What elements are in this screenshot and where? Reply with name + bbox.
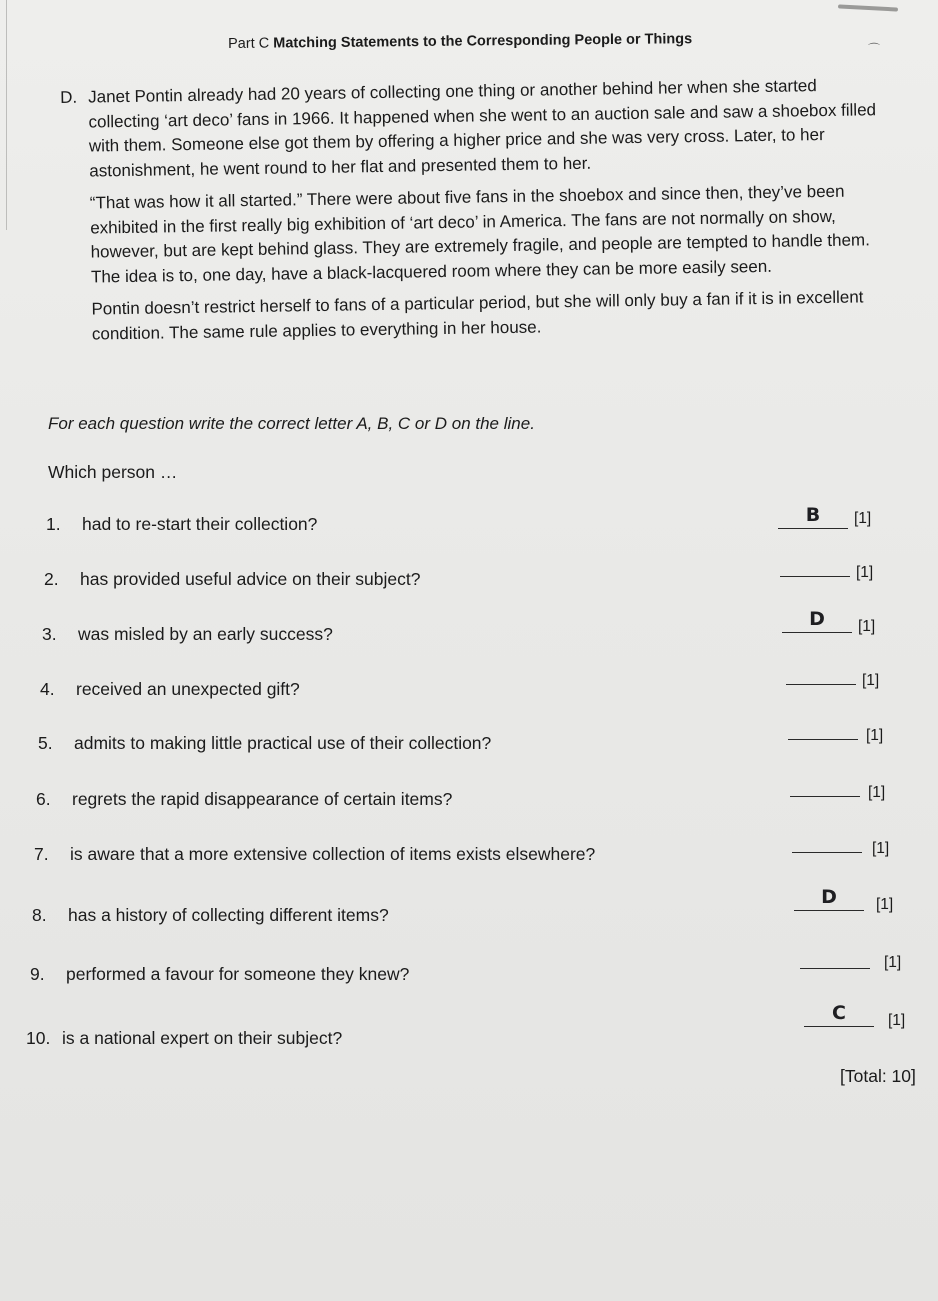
section-heading bbox=[228, 31, 692, 52]
pen-mark: ⌒ bbox=[868, 42, 881, 56]
question-number: 2. bbox=[44, 569, 59, 589]
question-number: 8. bbox=[32, 905, 47, 925]
mark-8: [1] bbox=[876, 896, 894, 913]
question-text: has a history of collecting different items? bbox=[68, 905, 389, 925]
question-prompt: Which person … bbox=[48, 462, 178, 482]
question-text: admits to making little practical use of their collection? bbox=[74, 733, 492, 753]
answer-line-1[interactable] bbox=[778, 504, 848, 529]
answer-value: B bbox=[805, 504, 821, 526]
question-number: 9. bbox=[30, 964, 45, 984]
question-number: 5. bbox=[38, 733, 53, 753]
passage-paragraph: Pontin doesn’t restrict herself to fans of a particular period, but she will only buy a fan if it is in excellent condition. The same rule applies to everything in her house. bbox=[91, 287, 864, 344]
answer-value: C bbox=[832, 1002, 846, 1024]
answer-line-2[interactable] bbox=[780, 552, 850, 577]
mark-2: [1] bbox=[856, 564, 874, 581]
mark-10: [1] bbox=[888, 1012, 906, 1029]
passage-d bbox=[60, 73, 884, 355]
question-text: has provided useful advice on their subject? bbox=[80, 569, 421, 589]
mark-3: [1] bbox=[858, 618, 876, 635]
mark-1: [1] bbox=[854, 510, 872, 527]
passage-paragraph: “That was how it all started.” There were about five fans in the shoebox and since then, they’ve been exhibited in the first really big exhibition of ‘art deco’ in America. The fans are not normally on show, however, but are kept behind glass. They are extremely fragile, and people are tempted to handle them. The idea is to, one day, have a black-lacquered room where they can be more easily seen. bbox=[89, 181, 870, 287]
question-text: performed a favour for someone they knew? bbox=[66, 964, 410, 984]
total-marks: [Total: 10] bbox=[840, 1066, 916, 1086]
answer-value: D bbox=[821, 886, 837, 908]
mark-4: [1] bbox=[862, 672, 880, 689]
question-text: regrets the rapid disappearance of certain items? bbox=[72, 789, 453, 809]
passage-label: D. bbox=[60, 87, 78, 107]
question-text: was misled by an early success? bbox=[78, 624, 333, 644]
question-number: 6. bbox=[36, 789, 51, 809]
section-title: Matching Statements to the Corresponding People or Things bbox=[273, 31, 693, 52]
question-number: 1. bbox=[46, 514, 61, 534]
question-1 bbox=[46, 514, 317, 535]
answer-value: D bbox=[809, 608, 825, 630]
page-edge-line bbox=[6, 0, 7, 230]
question-2 bbox=[44, 569, 421, 590]
answer-line-5[interactable] bbox=[788, 715, 858, 740]
question-9 bbox=[30, 964, 409, 985]
passage-paragraph: Janet Pontin already had 20 years of collecting one thing or another behind her when she started collecting ‘art deco’ fans in 1966. It happened when she went to an auction sale and saw a shoebox filled with them. Someone else got them by offering a higher price and she was very cross. Later, to her astonishment, he went round to her flat and presented them to her. bbox=[88, 76, 877, 181]
instruction: For each question write the correct letter A, B, C or D on the line. bbox=[48, 414, 535, 433]
question-text: is aware that a more extensive collection of items exists elsewhere? bbox=[70, 844, 596, 864]
question-4 bbox=[40, 679, 300, 700]
question-5 bbox=[38, 733, 491, 754]
answer-line-8[interactable] bbox=[794, 886, 864, 911]
question-text: had to re-start their collection? bbox=[82, 514, 318, 534]
question-8 bbox=[32, 905, 389, 926]
mark-7: [1] bbox=[872, 840, 890, 857]
answer-line-4[interactable] bbox=[786, 660, 856, 685]
answer-line-6[interactable] bbox=[790, 772, 860, 797]
shadow-mark bbox=[838, 4, 898, 11]
question-number: 3. bbox=[42, 624, 57, 644]
question-text: is a national expert on their subject? bbox=[62, 1028, 343, 1048]
answer-line-10[interactable] bbox=[804, 1002, 874, 1027]
mark-6: [1] bbox=[868, 784, 886, 801]
answer-line-3[interactable] bbox=[782, 608, 852, 633]
question-6 bbox=[36, 789, 452, 810]
question-7 bbox=[34, 844, 595, 865]
question-3 bbox=[42, 624, 333, 645]
question-10 bbox=[26, 1028, 342, 1049]
mark-5: [1] bbox=[866, 727, 884, 744]
question-number: 7. bbox=[34, 844, 49, 864]
mark-9: [1] bbox=[884, 954, 902, 971]
question-number: 10. bbox=[26, 1028, 51, 1048]
question-text: received an unexpected gift? bbox=[76, 679, 300, 699]
part-label: Part C bbox=[228, 35, 270, 52]
question-number: 4. bbox=[40, 679, 55, 699]
answer-line-7[interactable] bbox=[792, 828, 862, 853]
answer-line-9[interactable] bbox=[800, 944, 870, 969]
